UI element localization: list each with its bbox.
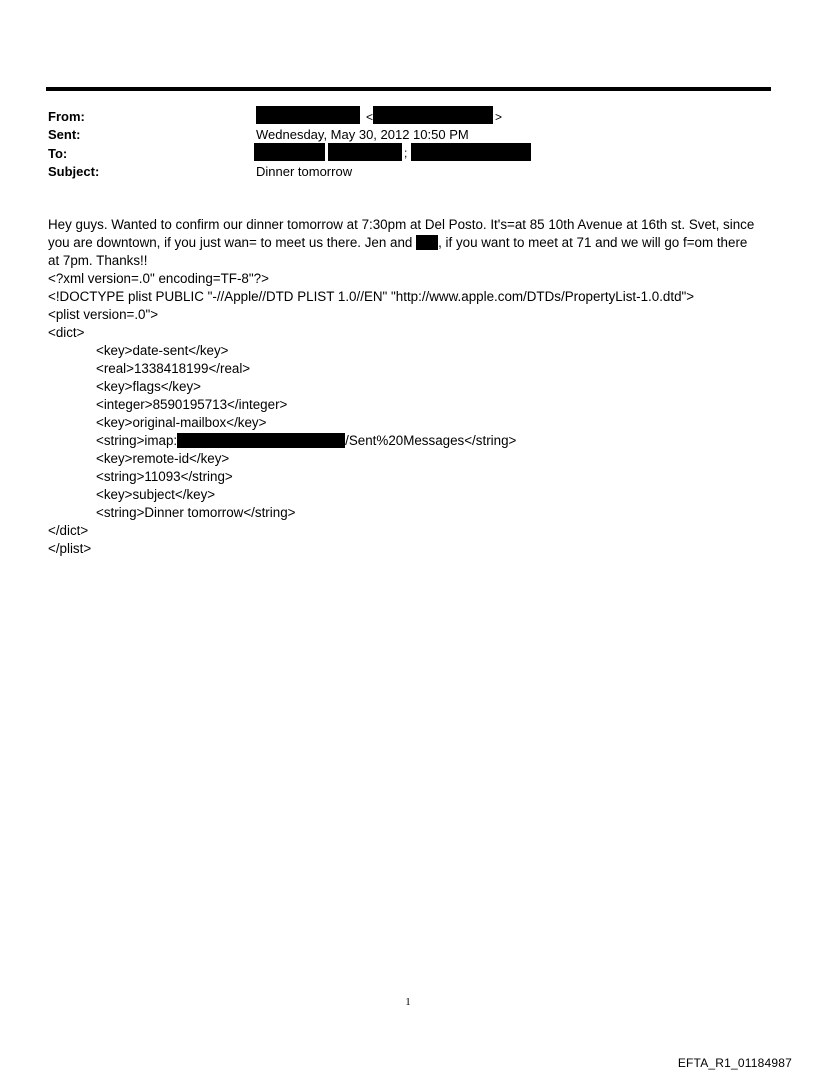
imap-before: <string>imap:: [96, 433, 178, 448]
email-body: [48, 216, 768, 558]
dict-close: </dict>: [48, 523, 89, 538]
body-line-2-after: , if you want to meet at 71 and we will go f=om there: [438, 235, 748, 250]
from-label: From:: [48, 109, 85, 124]
dict-line: <key>date-sent</key>: [96, 343, 229, 358]
dict-line: <string>Dinner tomorrow</string>: [96, 505, 296, 520]
redaction-body-name: [416, 235, 438, 250]
redaction-to-3: [411, 143, 531, 161]
dict-line: <key>remote-id</key>: [96, 451, 230, 466]
body-line-2: [48, 234, 768, 252]
subject-value: Dinner tomorrow: [256, 164, 353, 179]
plist-open: <plist version=.0">: [48, 307, 159, 322]
header-rule: [46, 87, 771, 91]
redaction-to-2: [328, 143, 402, 161]
redaction-from-name: [256, 106, 360, 124]
dict-line: <string>11093</string>: [96, 469, 233, 484]
plist-doctype: <!DOCTYPE plist PUBLIC "-//Apple//DTD PLIST 1.0//EN" "http://www.apple.com/DTDs/PropertyList-1.0.dtd">: [48, 289, 695, 304]
imap-after: /Sent%20Messages</string>: [345, 433, 517, 448]
plist-close: </plist>: [48, 541, 92, 556]
bates-number: EFTA_R1_01184987: [677, 1056, 792, 1070]
sent-label: Sent:: [48, 127, 81, 142]
plist-xml-decl: <?xml version=.0" encoding=TF-8"?>: [48, 271, 269, 286]
from-lt: <: [366, 110, 374, 124]
body-line-2-before: you are downtown, if you just wan= to meet us there. Jen and: [48, 235, 417, 250]
dict-line: <key>original-mailbox</key>: [96, 415, 267, 430]
dict-line-imap: [48, 432, 768, 450]
sent-value: Wednesday, May 30, 2012 10:50 PM: [256, 127, 469, 142]
to-separator: ;: [404, 146, 408, 160]
dict-line: <integer>8590195713</integer>: [96, 397, 288, 412]
to-label: To:: [48, 146, 68, 161]
page-number: 1: [405, 996, 411, 1008]
redaction-imap-host: [177, 433, 345, 448]
subject-label: Subject:: [48, 164, 100, 179]
dict-line: <key>flags</key>: [96, 379, 201, 394]
body-line-1: Hey guys. Wanted to confirm our dinner tomorrow at 7:30pm at Del Posto. It's=at 85 10th Avenue at 16th st. Svet, since: [48, 217, 755, 232]
dict-open: <dict>: [48, 325, 85, 340]
dict-line: <key>subject</key>: [96, 487, 216, 502]
dict-line: <real>1338418199</real>: [96, 361, 251, 376]
redaction-from-email: [373, 106, 493, 124]
from-gt: >: [495, 110, 503, 124]
redaction-to-1: [254, 143, 325, 161]
body-line-3: at 7pm. Thanks!!: [48, 253, 148, 268]
